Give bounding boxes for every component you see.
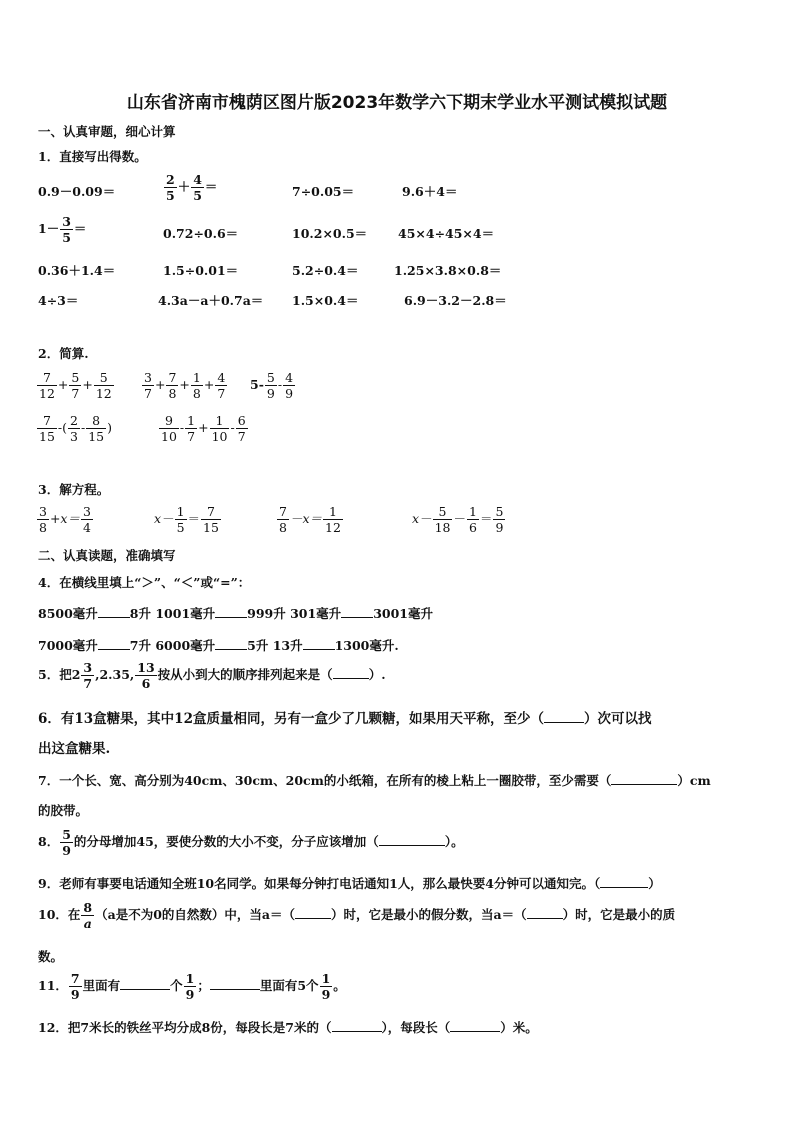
fraction: $\frac{7}{15}$ [39,413,55,444]
q7-line-1: 7．一个长、宽、高分别为40cm、30cm、20cm的小纸箱，在所有的棱上粘上一圈胶带，至少需要（ ）cm [38,773,711,788]
q1-r1c1: 0.9－0.09＝ [38,184,116,199]
q1-r1c2: $\frac{2}{5}$ ＋ $\frac{4}{5}$ ＝ [166,172,218,203]
q1-r2c3: 10.2×0.5＝ [292,226,368,241]
q4-label: 4．在横线里填上“＞”、“＜”或“=”： [38,575,251,590]
q1-r3c2: 1.5÷0.01＝ [163,263,239,278]
fraction: $\frac{5}{7}$ [71,370,80,401]
fraction: $\frac{8}{15}$ [88,413,105,444]
answer-blank[interactable] [341,605,373,618]
q1-r3c1: 0.36＋1.4＝ [38,263,116,278]
q1-r3c4: 1.25×3.8×0.8＝ [394,263,502,278]
q11: 11． $\frac{7}{9}$ 里面有 个 $\frac{1}{9}$ ； 里面有5个 $\frac{1}{9}$ 。 [38,971,346,1002]
q5: 5．把2 $\frac{3}{7}$ ,2.35, $\frac{13}{6}$ 按从小到大的顺序排列起来是（ ）. [38,660,386,691]
answer-blank[interactable] [210,977,260,990]
answer-blank[interactable] [333,666,369,679]
q4-row-1: 8500毫升 8升 1001毫升 999升 301毫升 3001毫升 [38,606,433,621]
q1-r2c2: 0.72÷0.6＝ [163,226,239,241]
q2-label: 2．简算. [38,346,89,361]
q1-r1c4: 9.6＋4＝ [402,184,458,199]
fraction: $\frac{3}{8}$ [39,504,47,535]
q6-line-2: 出这盒糖果. [38,741,111,757]
section-1-heading: 一、认真审题，细心计算 [38,124,176,139]
q3-eq-3: $\frac{7}{8}$ －x＝ $\frac{1}{12}$ [279,504,341,535]
answer-blank[interactable] [98,637,130,650]
answer-blank[interactable] [450,1019,500,1032]
section-2-heading: 二、认真读题，准确填写 [38,548,176,563]
q2-expr-2: $\frac{3}{7}$ + $\frac{7}{8}$ + $\frac{1}{8}$ + $\frac{4}{7}$ [144,370,226,401]
fraction: $\frac{3}{7}$ [144,370,152,401]
fraction: $\frac{1}{10}$ [211,413,228,444]
fraction: $\frac{3}{5}$ [62,214,71,245]
fraction: $\frac{5}{9}$ [266,370,275,401]
fraction: $\frac{3}{7}$ [83,660,93,691]
fraction: $\frac{3}{4}$ [82,504,91,535]
q9: 9．老师有事要电话通知全班10名同学。如果每分钟打电话通知1人，那么最快要4分钟可以通知完。（ ） [38,876,661,891]
fraction: $\frac{1}{9}$ [185,971,195,1002]
q1-r1c3: 7÷0.05＝ [292,184,355,199]
q3-eq-4: x－ $\frac{5}{18}$ － $\frac{1}{6}$ ＝ $\frac{5}{9}$ [412,504,504,535]
fraction: $\frac{2}{3}$ [70,413,78,444]
q1-r4c2: 4.3a－a＋0.7a＝ [158,293,264,308]
fraction: $\frac{6}{7}$ [237,413,246,444]
fraction: $\frac{5}{12}$ [95,370,112,401]
fraction: $\frac{7}{12}$ [39,370,55,401]
fraction: $\frac{7}{8}$ [168,370,177,401]
q1-r4c3: 1.5×0.4＝ [292,293,359,308]
fraction: $\frac{1}{6}$ [468,504,477,535]
answer-blank[interactable] [303,637,335,650]
fraction: $\frac{5}{18}$ [434,504,451,535]
fraction: $\frac{5}{9}$ [62,827,71,858]
q1-r4c1: 4÷3＝ [38,293,79,308]
answer-blank[interactable] [611,772,677,785]
q6-line-1: 6．有13盒糖果，其中12盒质量相同，另有一盒少了几颗糖，如果用天平称，至少（ ）次可以找 [38,711,652,727]
fraction: $\frac{4}{5}$ [193,172,202,203]
q3-eq-2: x－ $\frac{1}{5}$ ＝ $\frac{7}{15}$ [154,504,219,535]
answer-blank[interactable] [295,906,331,919]
fraction: $\frac{4}{9}$ [285,370,294,401]
q10-line-1: 10．在 $\frac{8}{a}$ （a是不为0的自然数）中，当a＝（ ）时，它是最小的假分数，当a＝（ ）时，它是最小的质 [38,900,676,931]
q4-row-2: 7000毫升 7升 6000毫升 5升 13升 1300毫升. [38,638,399,653]
q2-expr-4: $\frac{7}{15}$ -( $\frac{2}{3}$ - $\frac{8}{15}$ ) [39,413,112,444]
fraction: $\frac{7}{9}$ [70,971,80,1002]
q2-expr-5: $\frac{9}{10}$ - $\frac{1}{7}$ + $\frac{1}{10}$ - $\frac{6}{7}$ [161,413,246,444]
q2-expr-1: $\frac{7}{12}$ + $\frac{5}{7}$ + $\frac{5}{12}$ [39,370,112,401]
q1-r3c3: 5.2÷0.4＝ [292,263,359,278]
answer-blank[interactable] [600,875,648,888]
answer-blank[interactable] [120,977,170,990]
answer-blank[interactable] [379,833,445,846]
fraction: $\frac{7}{15}$ [203,504,219,535]
fraction: $\frac{13}{6}$ [137,660,155,691]
q12: 12．把7米长的铁丝平均分成8份，每段长是7米的（ ），每段长（ ）米。 [38,1020,538,1035]
fraction: $\frac{1}{12}$ [325,504,341,535]
q1-r2c4: 45×4÷45×4＝ [398,226,495,241]
fraction: $\frac{1}{9}$ [321,971,331,1002]
fraction: $\frac{1}{5}$ [176,504,185,535]
answer-blank[interactable] [215,605,247,618]
fraction: $\frac{1}{7}$ [187,413,196,444]
fraction: $\frac{4}{7}$ [217,370,226,401]
fraction: $\frac{8}{a}$ [83,900,93,931]
page-title: 山东省济南市槐荫区图片版2023年数学六下期末学业水平测试模拟试题 [126,93,668,113]
answer-blank[interactable] [98,605,130,618]
answer-blank[interactable] [215,637,247,650]
fraction: $\frac{5}{9}$ [495,504,504,535]
fraction: $\frac{2}{5}$ [166,172,175,203]
q8: 8． $\frac{5}{9}$ 的分母增加45，要使分数的大小不变，分子应该增加（ ）。 [38,827,464,858]
q3-label: 3．解方程。 [38,482,110,497]
q2-expr-3: 5- $\frac{5}{9}$ - $\frac{4}{9}$ [250,370,294,401]
fraction: $\frac{7}{8}$ [279,504,287,535]
q10-line-2: 数。 [38,949,64,964]
answer-blank[interactable] [527,906,563,919]
answer-blank[interactable] [332,1019,382,1032]
fraction: $\frac{1}{8}$ [192,370,201,401]
q3-eq-1: $\frac{3}{8}$ +x＝ $\frac{3}{4}$ [39,504,91,535]
q7-line-2: 的胶带。 [38,803,89,818]
q1-r4c4: 6.9－3.2－2.8＝ [404,293,507,308]
q1-label: 1．直接写出得数。 [38,149,147,164]
q1-r2c1: 1－ $\frac{3}{5}$ ＝ [38,214,87,245]
fraction: $\frac{9}{10}$ [161,413,177,444]
answer-blank[interactable] [544,710,584,723]
